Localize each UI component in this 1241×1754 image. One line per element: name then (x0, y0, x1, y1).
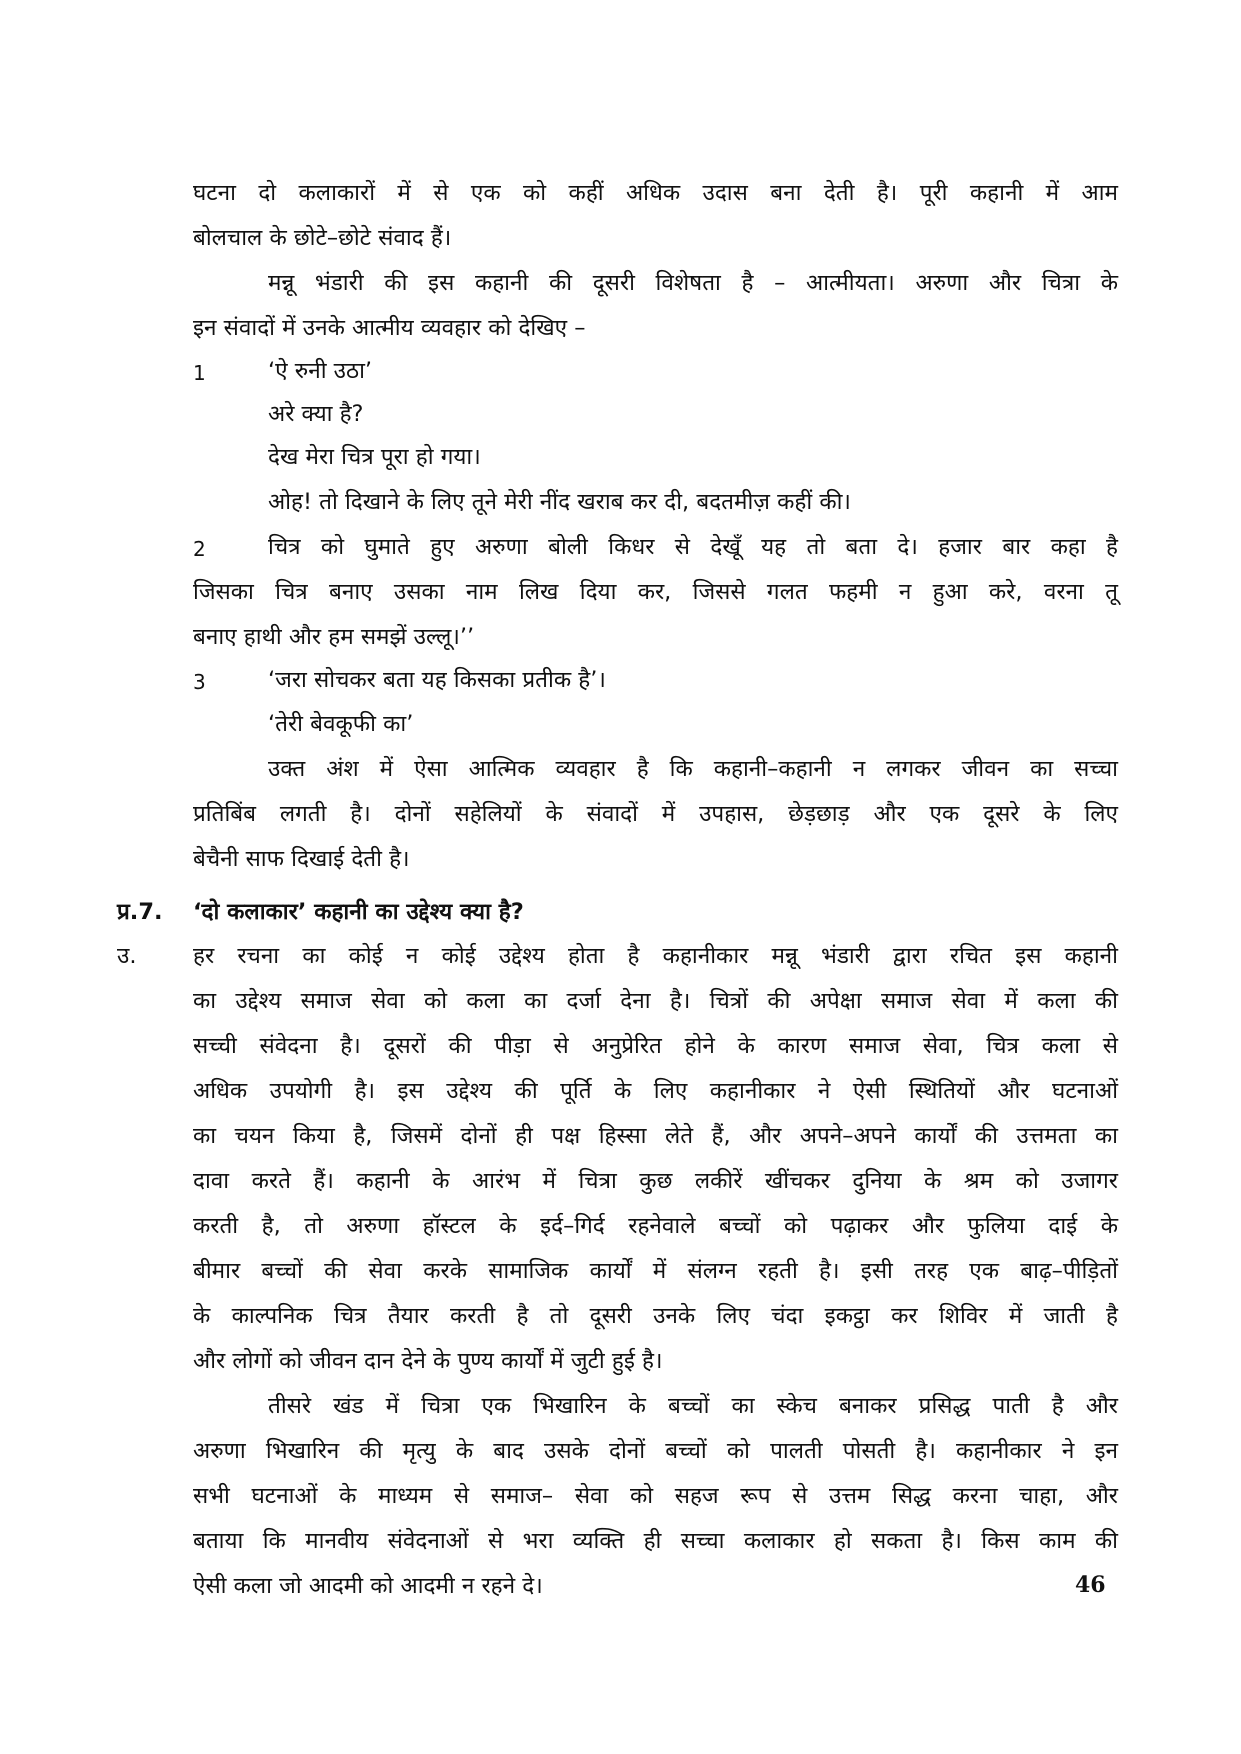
page-number: 46 (1075, 1572, 1106, 1598)
para4-line-3: सभी घटनाओं के माध्यम से समाज– सेवा को सहज रूप से उत्तम सिद्ध करना चाहा, और (193, 1483, 1118, 1509)
question-text: ‘दो कलाकार’ कहानी का उद्देश्य क्या है? (193, 899, 524, 925)
answer-line-8: बीमार बच्चों की सेवा करके सामाजिक कार्यों में संलग्न रहती है। इसी तरह एक बाढ़–पीड़ितों (193, 1258, 1118, 1284)
answer-line-7: करती है, तो अरुणा हॉस्टल के इर्द–गिर्द रहनेवाले बच्चों को पढ़ाकर और फुलिया दाई के (193, 1213, 1118, 1239)
para4-line-5: ऐसी कला जो आदमी को आदमी न रहने दे। (193, 1573, 543, 1599)
dialogue3-line-2: ‘तेरी बेवकूफी का’ (268, 711, 414, 737)
para4-line-2: अरुणा भिखारिन की मृत्यु के बाद उसके दोनों बच्चों को पालती पोसती है। कहानीकार ने इन (193, 1438, 1118, 1464)
para3-line-3: बेचैनी साफ दिखाई देती है। (193, 846, 410, 872)
para2-line-2: इन संवादों में उनके आत्मीय व्यवहार को देखिए – (193, 315, 586, 341)
answer-line-9: के काल्पनिक चित्र तैयार करती है तो दूसरी उनके लिए चंदा इकट्ठा कर शिविर में जाती है (193, 1303, 1118, 1329)
dialogue3-number: 3 (193, 670, 206, 694)
dialogue2-line-1: चित्र को घुमाते हुए अरुणा बोली किधर से देखूँ यह तो बता दे। हजार बार कहा है (268, 534, 1118, 560)
dialogue1-line-4: ओह! तो दिखाने के लिए तूने मेरी नींद खराब कर दी, बदतमीज़ कहीं की। (268, 489, 851, 515)
dialogue1-number: 1 (193, 361, 206, 385)
para3-line-1: उक्त अंश में ऐसा आत्मिक व्यवहार है कि कहानी–कहानी न लगकर जीवन का सच्चा (268, 756, 1118, 782)
answer-line-3: सच्ची संवेदना है। दूसरों की पीड़ा से अनुप्रेरित होने के कारण समाज सेवा, चित्र कला से (193, 1033, 1118, 1059)
answer-line-2: का उद्देश्य समाज सेवा को कला का दर्जा देना है। चित्रों की अपेक्षा समाज सेवा में कला की (193, 988, 1118, 1014)
answer-line-10: और लोगों को जीवन दान देने के पुण्य कार्यों में जुटी हुई है। (193, 1348, 663, 1374)
dialogue3-line-1: ‘जरा सोचकर बता यह किसका प्रतीक है’। (268, 667, 606, 693)
para1-line-2: बोलचाल के छोटे–छोटे संवाद हैं। (193, 225, 452, 251)
dialogue1-line-2: अरे क्या है? (268, 401, 364, 427)
para4-line-1: तीसरे खंड में चित्रा एक भिखारिन के बच्चों का स्केच बनाकर प्रसिद्ध पाती है और (268, 1393, 1118, 1419)
answer-line-5: का चयन किया है, जिसमें दोनों ही पक्ष हिस्सा लेते हैं, और अपने–अपने कार्यों की उत्तमता का (193, 1123, 1118, 1149)
dialogue2-number: 2 (193, 537, 206, 561)
dialogue1-line-3: देख मेरा चित्र पूरा हो गया। (268, 444, 481, 470)
answer-line-6: दावा करते हैं। कहानी के आरंभ में चित्रा कुछ लकीरें खींचकर दुनिया के श्रम को उजागर (193, 1168, 1118, 1194)
dialogue2-line-2: जिसका चित्र बनाए उसका नाम लिख दिया कर, जिससे गलत फहमी न हुआ करे, वरना तू (193, 579, 1118, 605)
answer-line-1: हर रचना का कोई न कोई उद्देश्य होता है कहानीकार मन्नू भंडारी द्वारा रचित इस कहानी (193, 943, 1118, 969)
answer-line-4: अधिक उपयोगी है। इस उद्देश्य की पूर्ति के लिए कहानीकार ने ऐसी स्थितियों और घटनाओं (193, 1078, 1118, 1104)
para2-line-1: मन्नू भंडारी की इस कहानी की दूसरी विशेषता है – आत्मीयता। अरुणा और चित्रा के (268, 270, 1118, 296)
dialogue2-line-3: बनाए हाथी और हम समझें उल्लू।’’ (193, 624, 475, 650)
para1-line-1: घटना दो कलाकारों में से एक को कहीं अधिक उदास बना देती है। पूरी कहानी में आम (193, 180, 1118, 206)
dialogue1-line-1: ‘ऐ रुनी उठा’ (268, 358, 373, 384)
para3-line-2: प्रतिबिंब लगती है। दोनों सहेलियों के संवादों में उपहास, छेड़छाड़ और एक दूसरे के लिए (193, 801, 1118, 827)
para4-line-4: बताया कि मानवीय संवेदनाओं से भरा व्यक्ति ही सच्चा कलाकार हो सकता है। किस काम की (193, 1528, 1118, 1554)
question-label: प्र.7. (117, 899, 163, 925)
answer-label: उ. (117, 943, 137, 969)
